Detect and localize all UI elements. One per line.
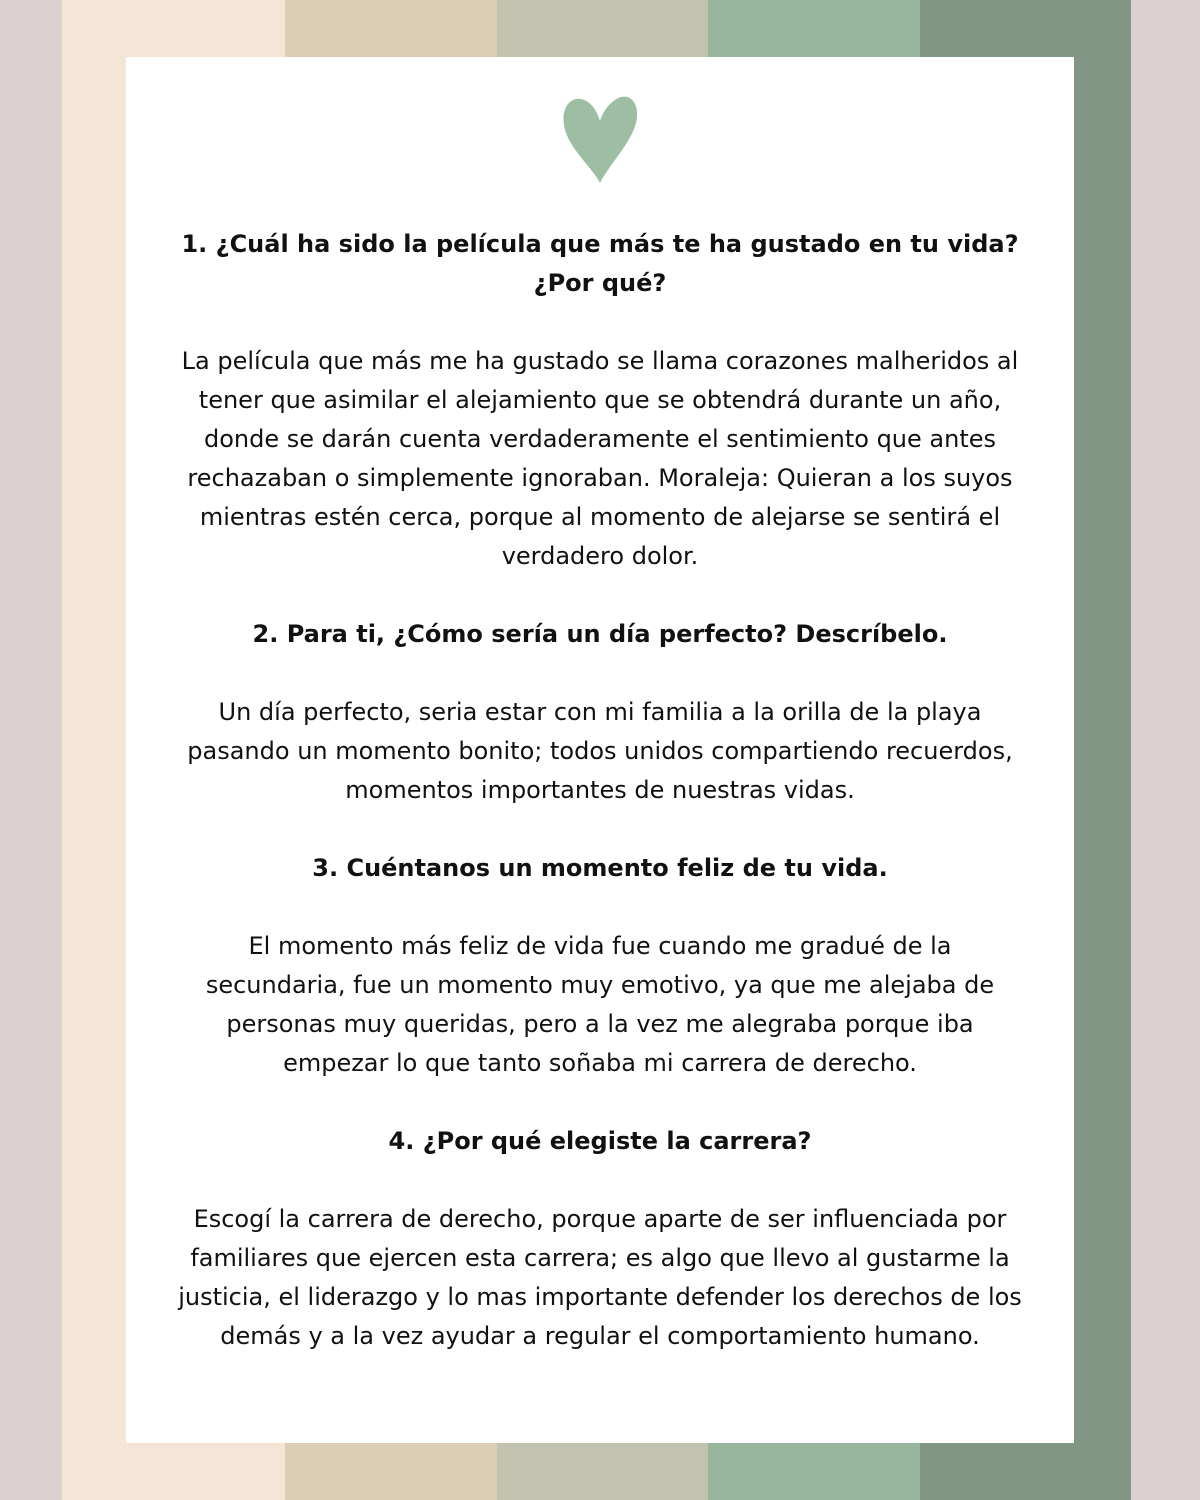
- answer-4-line-3: justicia, el liderazgo y lo mas importante defender los derechos de los: [178, 1283, 1022, 1311]
- qa-list: [156, 225, 1044, 1356]
- answer-1-line-5: mientras estén cerca, porque al momento de alejarse se sentirá el: [199, 503, 1001, 531]
- answer-3-line-2: secundaria, fue un momento muy emotivo, ya que me alejaba de: [205, 971, 995, 999]
- answer-2-line-3: momentos importantes de nuestras vidas.: [345, 776, 855, 804]
- answer-1-line-6: verdadero dolor.: [501, 542, 699, 570]
- question-1-line-2: ¿Por qué?: [533, 269, 667, 297]
- answer-3-line-3: personas muy queridas, pero a la vez me alegraba porque iba: [226, 1010, 974, 1038]
- heart-icon: [561, 95, 639, 187]
- question-4-line-1: 4. ¿Por qué elegiste la carrera?: [388, 1127, 812, 1155]
- content-card: [126, 57, 1074, 1443]
- answer-4-line-1: Escogí la carrera de derecho, porque aparte de ser influenciada por: [193, 1205, 1007, 1233]
- answer-2-line-2: pasando un momento bonito; todos unidos compartiendo recuerdos,: [187, 737, 1013, 765]
- answer-4-line-4: demás y a la vez ayudar a regular el comportamiento humano.: [220, 1322, 980, 1350]
- answer-2-line-1: Un día perfecto, seria estar con mi familia a la orilla de la playa: [218, 698, 982, 726]
- question-2-line-1: 2. Para ti, ¿Cómo sería un día perfecto? Descríbelo.: [252, 620, 948, 648]
- answer-1-line-1: La película que más me ha gustado se llama corazones malheridos al: [181, 347, 1019, 375]
- question-3-line-1: 3. Cuéntanos un momento feliz de tu vida.: [312, 854, 888, 882]
- answer-1-line-3: donde se darán cuenta verdaderamente el sentimiento que antes: [203, 425, 997, 453]
- answer-1-line-4: rechazaban o simplemente ignoraban. Moraleja: Quieran a los suyos: [187, 464, 1013, 492]
- question-1-line-1: 1. ¿Cuál ha sido la película que más te ha gustado en tu vida?: [181, 230, 1019, 258]
- answer-3-line-1: El momento más feliz de vida fue cuando me gradué de la: [248, 932, 952, 960]
- answer-4-line-2: familiares que ejercen esta carrera; es algo que llevo al gustarme la: [190, 1244, 1010, 1272]
- answer-1-line-2: tener que asimilar el alejamiento que se obtendrá durante un año,: [198, 386, 1002, 414]
- answer-3-line-4: empezar lo que tanto soñaba mi carrera de derecho.: [283, 1049, 917, 1077]
